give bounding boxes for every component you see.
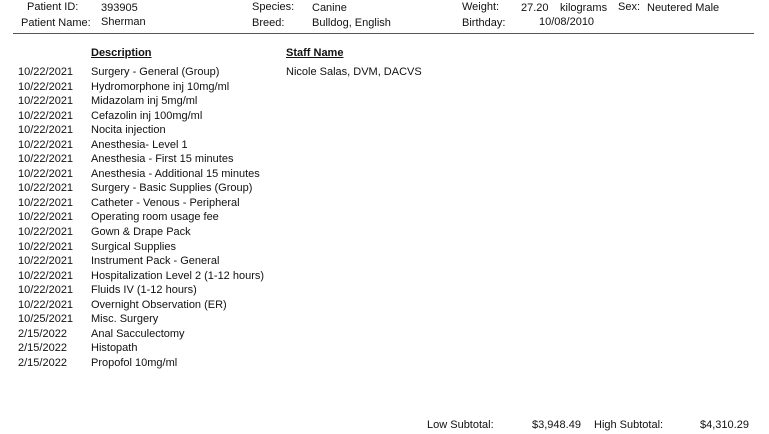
sex-value: Neutered Male xyxy=(647,2,720,14)
line-item-description: Anal Sacculectomy xyxy=(91,327,185,340)
line-item-date: 10/22/2021 xyxy=(18,255,74,268)
line-item-date: 10/22/2021 xyxy=(18,196,74,209)
sex-label: Sex: xyxy=(618,1,641,13)
line-item-date: 10/22/2021 xyxy=(18,109,74,122)
line-item-date: 10/22/2021 xyxy=(18,182,74,195)
line-item-date: 10/22/2021 xyxy=(18,153,74,166)
description-column-header: Description xyxy=(91,47,152,59)
staff-column-header: Staff Name xyxy=(286,47,344,59)
patient-name-label: Patient Name: xyxy=(21,17,91,29)
line-item-row xyxy=(0,182,500,197)
line-item-date: 10/22/2021 xyxy=(18,284,74,297)
line-item-row xyxy=(0,153,500,168)
line-item-date: 10/22/2021 xyxy=(18,211,74,224)
line-item-date: 2/15/2022 xyxy=(18,356,67,369)
line-item-row xyxy=(0,66,500,81)
line-item-row xyxy=(0,313,500,328)
line-item-description: Cefazolin inj 100mg/ml xyxy=(91,109,203,122)
line-item-description: Propofol 10mg/ml xyxy=(91,356,178,369)
low-subtotal-label: Low Subtotal: xyxy=(427,419,494,431)
birthday-value: 10/08/2010 xyxy=(539,16,595,28)
line-item-row xyxy=(0,110,500,125)
line-item-description: Catheter - Venous - Peripheral xyxy=(91,196,240,209)
line-item-row xyxy=(0,357,500,372)
line-item-description: Midazolam inj 5mg/ml xyxy=(91,95,198,108)
breed-value: Bulldog, English xyxy=(312,17,391,29)
birthday-label: Birthday: xyxy=(462,17,506,29)
line-item-description: Hydromorphone inj 10mg/ml xyxy=(91,80,230,93)
line-item-date: 10/22/2021 xyxy=(18,240,74,253)
line-item-row xyxy=(0,299,500,314)
high-subtotal-label: High Subtotal: xyxy=(594,419,664,431)
weight-value: 27.20 xyxy=(521,2,549,14)
line-item-date: 10/22/2021 xyxy=(18,124,74,137)
line-item-date: 10/22/2021 xyxy=(18,298,74,311)
species-value: Canine xyxy=(312,2,347,14)
line-item-date: 2/15/2022 xyxy=(18,327,67,340)
line-item-date: 10/22/2021 xyxy=(18,80,74,93)
line-item-description: Hospitalization Level 2 (1-12 hours) xyxy=(91,269,265,282)
breed-label: Breed: xyxy=(252,17,285,29)
patient-name-value: Sherman xyxy=(101,16,146,28)
line-item-date: 10/22/2021 xyxy=(18,167,74,180)
line-item-description: Overnight Observation (ER) xyxy=(91,298,227,311)
line-item-date: 10/25/2021 xyxy=(18,313,74,326)
line-item-date: 10/22/2021 xyxy=(18,226,74,239)
line-item-row xyxy=(0,342,500,357)
staff-name: Nicole Salas, DVM, DACVS xyxy=(286,66,422,78)
line-item-description: Surgery - General (Group) xyxy=(91,66,220,78)
line-item-description: Histopath xyxy=(91,342,138,355)
line-item-date: 10/22/2021 xyxy=(18,95,74,108)
line-item-row xyxy=(0,284,500,299)
line-item-row xyxy=(0,124,500,139)
line-item-description: Surgery - Basic Supplies (Group) xyxy=(91,182,253,195)
line-item-description: Instrument Pack - General xyxy=(91,255,220,268)
line-item-date: 2/15/2022 xyxy=(18,342,67,355)
line-item-row xyxy=(0,81,500,96)
species-label: Species: xyxy=(252,1,295,13)
patient-id-value: 393905 xyxy=(101,2,138,14)
patient-id-label: Patient ID: xyxy=(27,1,79,13)
line-item-description: Anesthesia - First 15 minutes xyxy=(91,153,234,166)
line-item-row xyxy=(0,241,500,256)
line-item-description: Anesthesia- Level 1 xyxy=(91,138,188,151)
high-subtotal-value: $4,310.29 xyxy=(700,419,749,431)
line-item-row xyxy=(0,197,500,212)
line-item-description: Gown & Drape Pack xyxy=(91,226,191,239)
weight-label: Weight: xyxy=(462,1,500,13)
line-item-list xyxy=(0,66,500,371)
line-item-description: Misc. Surgery xyxy=(91,313,159,326)
line-item-description: Fluids IV (1-12 hours) xyxy=(91,284,197,297)
line-item-row xyxy=(0,139,500,154)
line-item-description: Surgical Supplies xyxy=(91,240,176,253)
line-item-date: 10/22/2021 xyxy=(18,269,74,282)
line-item-description: Nocita injection xyxy=(91,124,166,137)
line-item-row xyxy=(0,226,500,241)
weight-unit: kilograms xyxy=(560,2,608,14)
line-item-date: 10/22/2021 xyxy=(18,138,74,151)
line-item-row xyxy=(0,168,500,183)
line-item-description: Anesthesia - Additional 15 minutes xyxy=(91,167,260,180)
line-item-row xyxy=(0,95,500,110)
line-item-description: Operating room usage fee xyxy=(91,211,219,224)
line-item-date: 10/22/2021 xyxy=(18,66,74,78)
header-divider xyxy=(13,33,754,34)
line-item-row xyxy=(0,211,500,226)
low-subtotal-value: $3,948.49 xyxy=(532,419,581,431)
line-item-row xyxy=(0,255,500,270)
line-item-row xyxy=(0,270,500,285)
line-item-row xyxy=(0,328,500,343)
